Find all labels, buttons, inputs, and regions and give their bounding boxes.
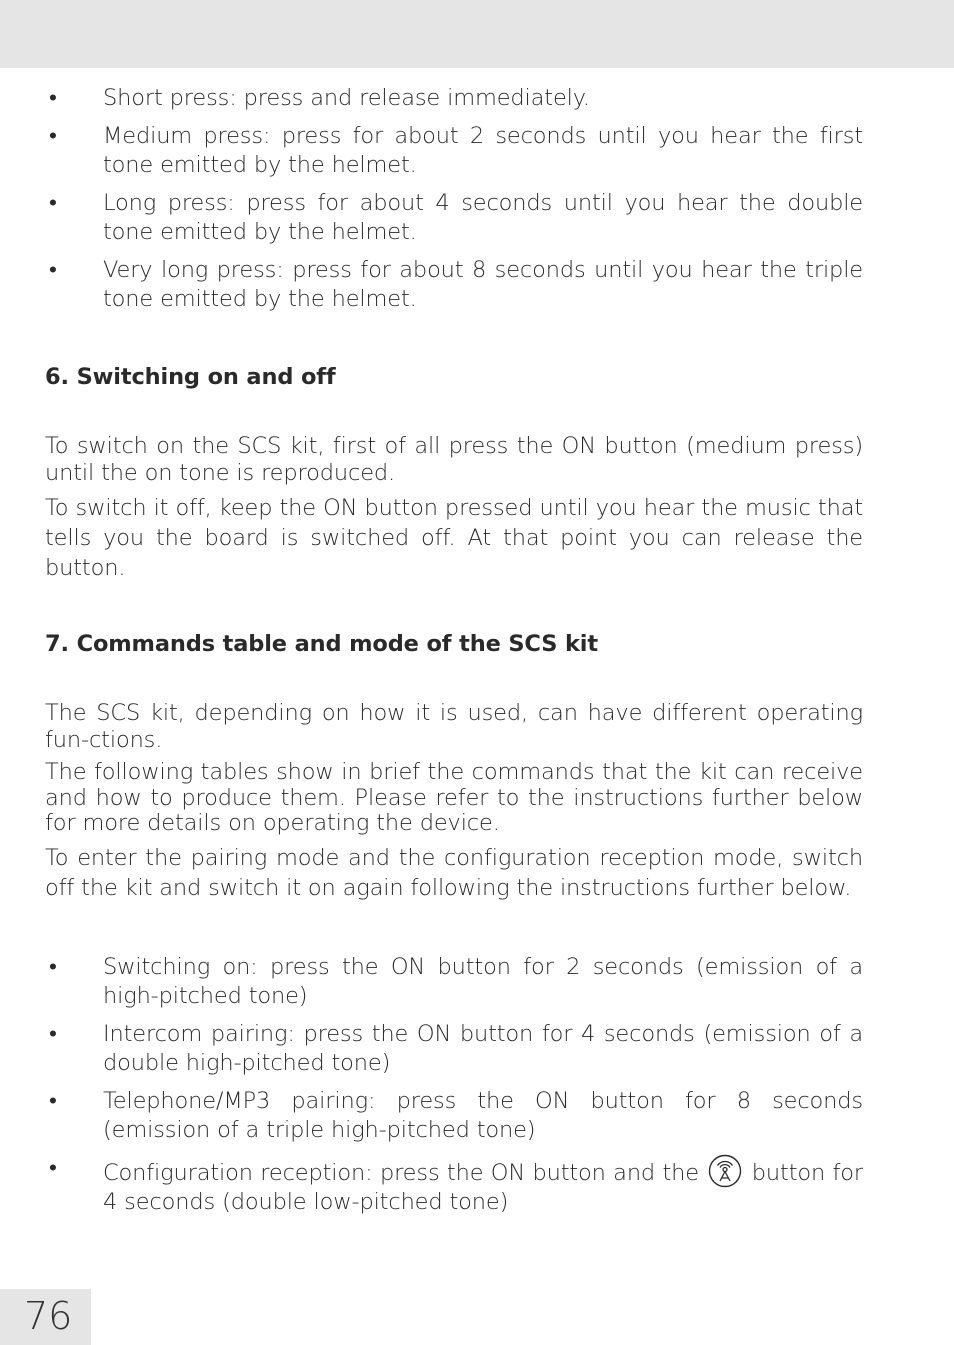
list-item <box>45 122 863 180</box>
list-item <box>45 256 863 314</box>
bullet-marker: • <box>49 953 57 980</box>
section-6-paragraph-1: To switch on the SCS kit, first of all press the ON button (medium press) until the on tone is reproduced. <box>45 433 863 486</box>
list-item <box>45 1087 863 1145</box>
startup-modes-list <box>45 953 863 1217</box>
bullet-marker: • <box>49 123 57 149</box>
bullet-marker: • <box>49 1087 57 1114</box>
page-content <box>45 84 863 1226</box>
list-item-text: Intercom pairing: press the ON button for 4 seconds (emission of a double high-pitched tone) <box>103 1020 863 1076</box>
list-item-text: Long press: press for about 4 seconds until you hear the double tone emitted by the helmet. <box>103 190 863 245</box>
list-item-text: Switching on: press the ON button for 2 seconds (emission of a high-pitched tone) <box>103 953 863 1009</box>
bullet-marker: • <box>49 190 57 216</box>
list-item <box>45 1154 863 1217</box>
header-band <box>0 0 954 68</box>
page-number-box <box>0 1289 91 1345</box>
list-item-text: Telephone/MP3 pairing: press the ON button for 8 seconds (emission of a triple high-pitched tone) <box>103 1087 863 1143</box>
section-6-paragraph-2: To switch it off, keep the ON button pressed until you hear the music that tells you the board is switched off. At that point you can release the button. <box>45 495 863 581</box>
list-item-text: Medium press: press for about 2 seconds until you hear the first tone emitted by the helmet. <box>103 123 863 178</box>
section-7-paragraph-2: The following tables show in brief the commands that the kit can receive and how to produce them. Please refer to the instructions further below for more details on operating the device. <box>45 759 863 836</box>
radio-signal-button-icon <box>708 1154 742 1188</box>
list-item <box>45 953 863 1011</box>
list-item <box>45 189 863 247</box>
section-7-paragraph-1: The SCS kit, depending on how it is used, can have different operating fun-ctions. <box>45 700 863 753</box>
list-item-text: Very long press: press for about 8 seconds until you hear the triple tone emitted by the helmet. <box>103 257 863 312</box>
list-item <box>45 84 863 113</box>
bullet-marker: • <box>49 1020 57 1047</box>
section-6-heading: 6. Switching on and off <box>45 364 336 390</box>
section-7-heading: 7. Commands table and mode of the SCS kit <box>45 631 598 657</box>
bullet-marker: • <box>49 257 57 283</box>
list-item-text: Short press: press and release immediately. <box>103 85 590 111</box>
list-item <box>45 1020 863 1078</box>
section-7-paragraph-3: To enter the pairing mode and the configuration reception mode, switch off the kit and switch it on again following the instructions further below. <box>45 844 863 901</box>
press-types-list <box>45 84 863 314</box>
list-item-text-before: Configuration reception: press the ON button and the <box>103 1159 699 1186</box>
bullet-marker: • <box>49 85 57 111</box>
page-number: 76 <box>24 1294 73 1338</box>
bullet-marker: • <box>49 1154 57 1181</box>
list-item-text-after: button for 4 seconds (double low-pitched tone) <box>103 1159 864 1215</box>
